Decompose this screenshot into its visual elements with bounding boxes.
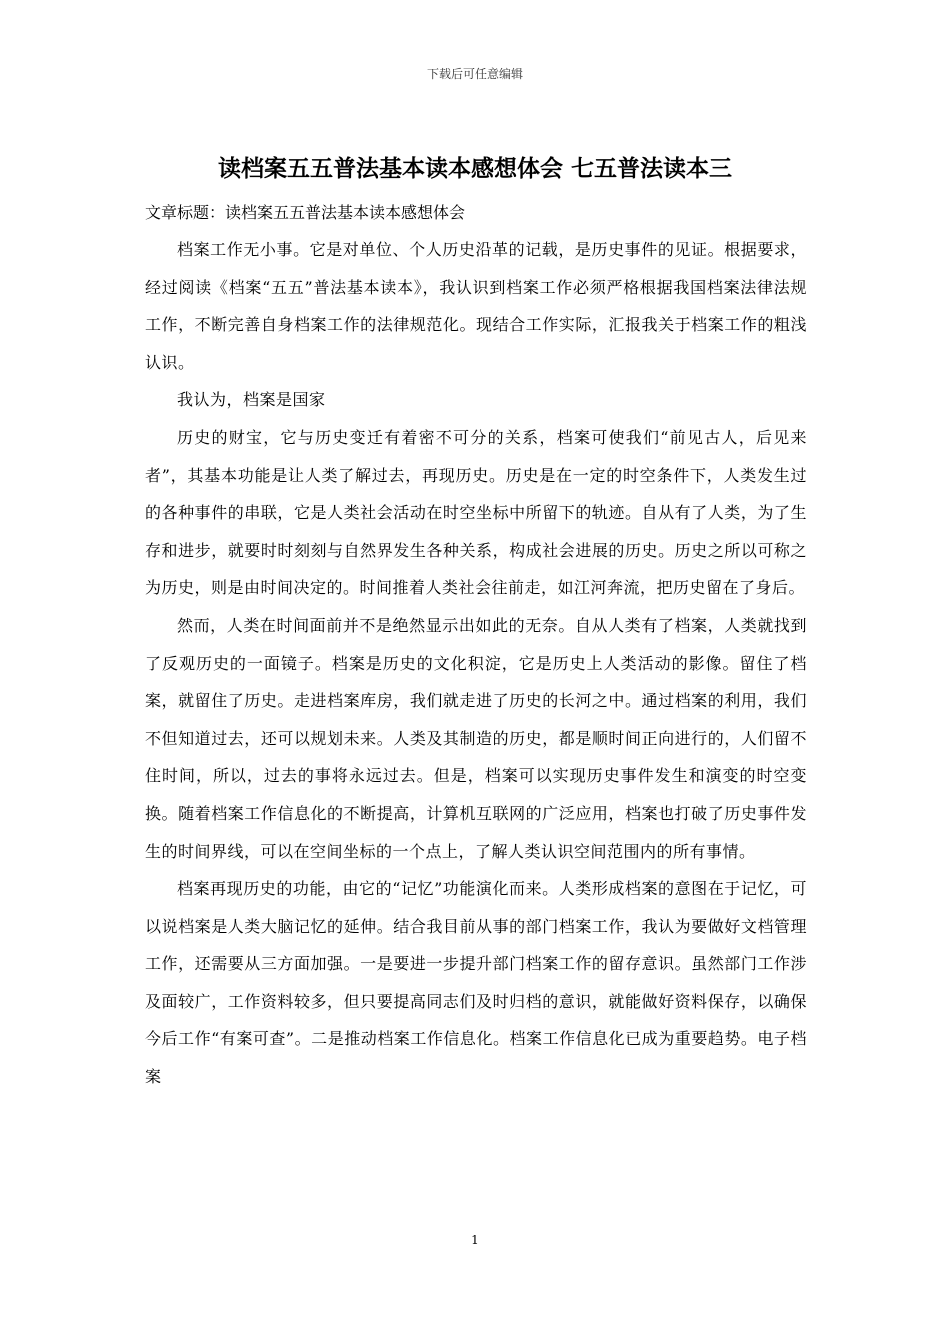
- page-number: 1: [471, 1233, 479, 1247]
- article-subtitle: 文章标题：读档案五五普法基本读本感想体会: [145, 203, 466, 222]
- body-paragraph: 然而，人类在时间面前并不是绝然显示出如此的无奈。自从人类有了档案，人类就找到了反观历史的一面镜子。档案是历史的文化积淀，它是历史上人类活动的影像。留住了档案，就留住了历史。走进档案库房，我们就走进了历史的长河之中。通过档案的利用，我们不但知道过去，还可以规划未来。人类及其制造的历史，都是顺时间正向进行的，人们留不住时间，所以，过去的事将永远过去。但是，档案可以实现历史事件发生和演变的时空变换。随着档案工作信息化的不断提高，计算机互联网的广泛应用，档案也打破了历史事件发生的时间界线，可以在空间坐标的一个点上，了解人类认识空间范围内的所有事情。: [145, 615, 807, 861]
- body-paragraph: 档案工作无小事。它是对单位、个人历史沿革的记载，是历史事件的见证。根据要求，经过阅读《档案“五五”普法基本读本》，我认识到档案工作必须严格根据我国档案法律法规工作，不断完善自身档案工作的法律规范化。现结合工作实际，汇报我关于档案工作的粗浅认识。: [145, 240, 807, 372]
- body-paragraph: 我认为，档案是国家: [177, 390, 326, 410]
- document-body: [145, 231, 807, 1096]
- document-title: 读档案五五普法基本读本感想体会 七五普法读本三: [217, 155, 732, 182]
- body-paragraph: 档案再现历史的功能，由它的“记忆”功能演化而来。人类形成档案的意图在于记忆，可以说档案是人类大脑记忆的延伸。结合我目前从事的部门档案工作，我认为要做好文档管理工作，还需要从三方面加强。一是要进一步提升部门档案工作的留存意识。虽然部门工作涉及面较广，工作资料较多，但只要提高同志们及时归档的意识，就能做好资料保存，以确保今后工作“有案可查”。二是推动档案工作信息化。档案工作信息化已成为重要趋势。电子档案: [145, 879, 807, 1087]
- body-paragraph: 历史的财宝，它与历史变迁有着密不可分的关系，档案可使我们“前见古人，后见来者”，其基本功能是让人类了解过去，再现历史。历史是在一定的时空条件下，人类发生过的各种事件的串联，它是人类社会活动在时空坐标中所留下的轨迹。自从有了人类，为了生存和进步，就要时时刻刻与自然界发生各种关系，构成社会进展的历史。历史之所以可称之为历史，则是由时间决定的。时间推着人类社会往前走，如江河奔流，把历史留在了身后。: [145, 427, 807, 598]
- page-header-note: 下载后可任意编辑: [426, 67, 523, 81]
